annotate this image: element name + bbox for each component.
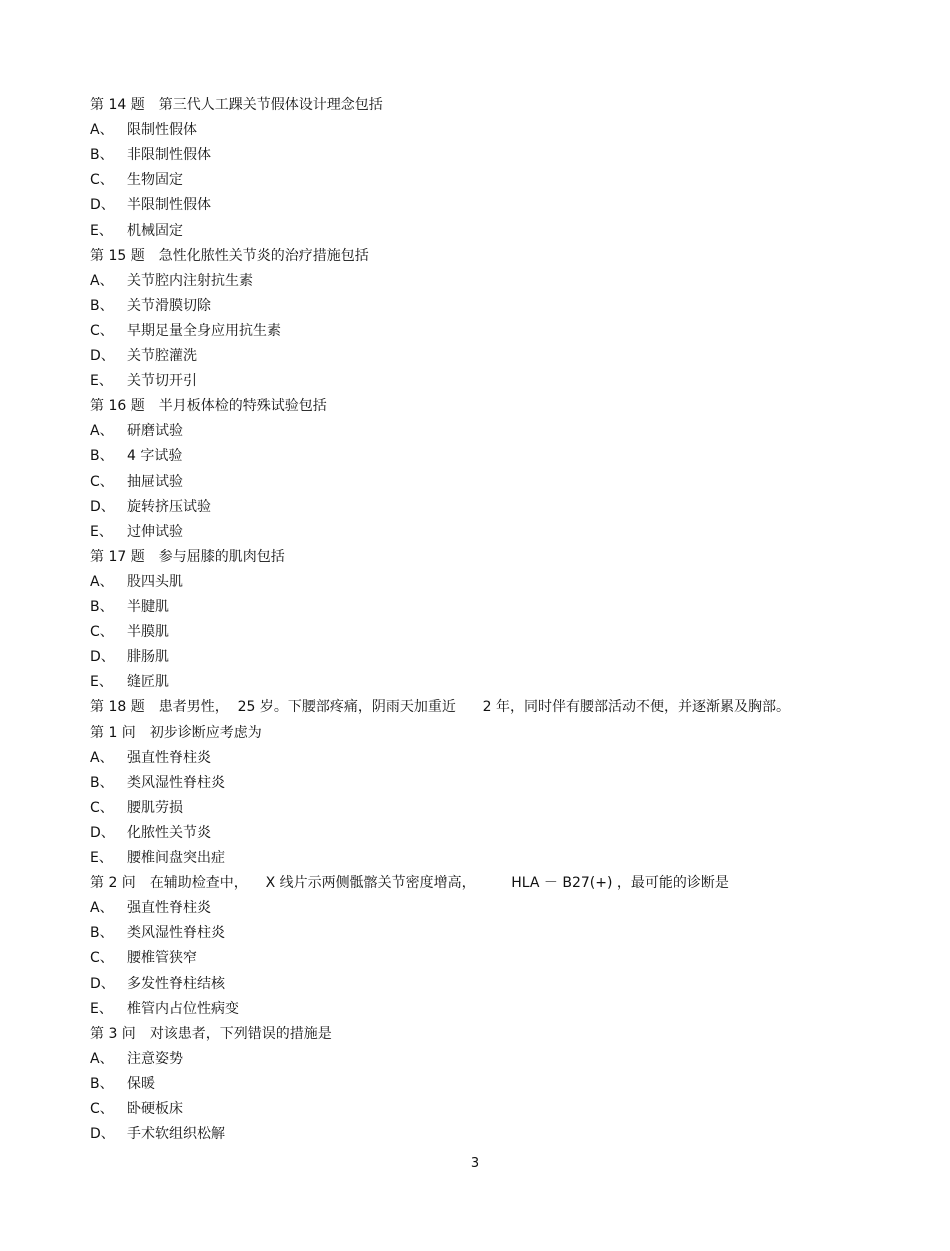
option-text: 手术软组织松解 bbox=[127, 1126, 225, 1143]
question-number: 第 15 题 bbox=[90, 247, 145, 264]
option-line bbox=[90, 473, 183, 491]
option-text: 腰肌劳损 bbox=[127, 799, 183, 816]
option-text: 关节腔内注射抗生素 bbox=[127, 272, 253, 289]
question-text: 患者男性， 25 岁。下腰部疼痛，阴雨天加重近 2 年，同时伴有腰部活动不便，并逐渐累及胸部。 bbox=[158, 699, 790, 716]
option-text: 强直性脊柱炎 bbox=[127, 749, 211, 766]
option-line bbox=[90, 146, 211, 164]
question-number: 第 3 问 bbox=[90, 1025, 136, 1042]
option-line bbox=[90, 1075, 155, 1093]
option-text: 过伸试验 bbox=[127, 523, 183, 540]
option-label: C、 bbox=[90, 1101, 114, 1117]
option-label: E、 bbox=[90, 373, 113, 390]
option-label: D、 bbox=[90, 824, 115, 841]
option-line bbox=[90, 774, 225, 792]
question-text: 急性化脓性关节炎的治疗措施包括 bbox=[158, 247, 369, 264]
question-text: 半月板体检的特殊试验包括 bbox=[158, 398, 327, 415]
option-text: 半腱肌 bbox=[127, 599, 169, 615]
option-label: C、 bbox=[90, 473, 114, 490]
option-text: 关节切开引 bbox=[127, 373, 197, 390]
option-label: E、 bbox=[90, 674, 113, 691]
option-text: 旋转挤压试验 bbox=[127, 498, 211, 515]
option-line bbox=[90, 849, 225, 867]
option-text: 腰椎间盘突出症 bbox=[127, 850, 225, 866]
option-line bbox=[90, 924, 225, 942]
option-text: 关节滑膜切除 bbox=[127, 297, 211, 314]
question-text: 第三代人工踝关节假体设计理念包括 bbox=[158, 97, 383, 113]
option-label: E、 bbox=[90, 523, 113, 540]
option-label: E、 bbox=[90, 850, 113, 866]
option-label: B、 bbox=[90, 448, 114, 465]
option-text: 多发性脊柱结核 bbox=[127, 975, 225, 992]
option-label: D、 bbox=[90, 348, 115, 364]
option-text: 非限制性假体 bbox=[127, 147, 211, 164]
option-line bbox=[90, 949, 197, 967]
option-label: C、 bbox=[90, 322, 114, 339]
option-text: 卧硬板床 bbox=[127, 1101, 183, 1117]
option-label: A、 bbox=[90, 1050, 114, 1067]
question-line bbox=[90, 397, 327, 415]
option-line bbox=[90, 297, 211, 315]
option-line bbox=[90, 1125, 225, 1143]
question-number: 第 2 问 bbox=[90, 875, 136, 892]
question-number: 第 17 题 bbox=[90, 548, 145, 565]
option-line bbox=[90, 372, 197, 390]
option-text: 机械固定 bbox=[127, 222, 183, 239]
option-line bbox=[90, 1100, 183, 1118]
option-line bbox=[90, 598, 169, 616]
question-line bbox=[90, 96, 383, 114]
option-line bbox=[90, 673, 169, 691]
option-text: 类风湿性脊柱炎 bbox=[127, 774, 225, 791]
option-text: 生物固定 bbox=[127, 172, 183, 189]
option-text: 强直性脊柱炎 bbox=[127, 900, 211, 917]
option-text: 股四头肌 bbox=[127, 573, 183, 590]
question-text: 参与屈膝的肌肉包括 bbox=[158, 548, 285, 565]
option-label: A、 bbox=[90, 900, 114, 917]
option-label: D、 bbox=[90, 1126, 115, 1143]
option-line bbox=[90, 975, 225, 993]
option-text: 缝匠肌 bbox=[127, 674, 169, 691]
option-label: C、 bbox=[90, 624, 114, 641]
option-text: 半膜肌 bbox=[127, 624, 169, 641]
option-line bbox=[90, 196, 211, 214]
question-number: 第 16 题 bbox=[90, 398, 145, 415]
option-label: C、 bbox=[90, 172, 114, 189]
option-label: D、 bbox=[90, 197, 115, 214]
option-label: B、 bbox=[90, 147, 114, 164]
option-label: B、 bbox=[90, 1075, 114, 1092]
option-line bbox=[90, 899, 211, 917]
option-text: 研磨试验 bbox=[127, 423, 183, 440]
option-text: 腰椎管狭窄 bbox=[127, 950, 197, 967]
option-line bbox=[90, 573, 183, 591]
option-text: 化脓性关节炎 bbox=[127, 824, 211, 841]
question-line bbox=[90, 724, 262, 742]
option-line bbox=[90, 799, 183, 817]
question-text: 在辅助检查中， X 线片示两侧骶髂关节密度增高， HLA － B27(+) ，最可能的诊断是 bbox=[149, 875, 729, 892]
option-text: 4 字试验 bbox=[127, 448, 183, 465]
question-number: 第 18 题 bbox=[90, 699, 145, 716]
option-line bbox=[90, 824, 211, 842]
option-line bbox=[90, 322, 281, 340]
option-text: 腓肠肌 bbox=[127, 649, 169, 666]
question-line bbox=[90, 698, 790, 716]
question-line bbox=[90, 548, 285, 566]
question-text: 对该患者，下列错误的措施是 bbox=[149, 1025, 332, 1042]
page-number: 3 bbox=[470, 1156, 480, 1171]
option-label: B、 bbox=[90, 925, 114, 942]
option-line bbox=[90, 1000, 239, 1018]
option-text: 注意姿势 bbox=[127, 1050, 183, 1067]
option-label: C、 bbox=[90, 799, 114, 816]
option-line bbox=[90, 347, 197, 365]
option-line bbox=[90, 623, 169, 641]
option-line bbox=[90, 272, 253, 290]
option-label: D、 bbox=[90, 498, 115, 515]
option-label: A、 bbox=[90, 122, 114, 139]
option-line bbox=[90, 171, 183, 189]
option-text: 关节腔灌洗 bbox=[127, 348, 197, 364]
option-line bbox=[90, 523, 183, 541]
option-label: A、 bbox=[90, 423, 114, 440]
option-text: 早期足量全身应用抗生素 bbox=[127, 322, 281, 339]
option-label: E、 bbox=[90, 1000, 113, 1017]
question-number: 第 14 题 bbox=[90, 97, 145, 113]
option-label: C、 bbox=[90, 950, 114, 967]
option-text: 抽屉试验 bbox=[127, 473, 183, 490]
option-line bbox=[90, 749, 211, 767]
option-label: D、 bbox=[90, 649, 115, 666]
option-text: 保暖 bbox=[127, 1075, 155, 1092]
option-label: A、 bbox=[90, 749, 114, 766]
option-text: 类风湿性脊柱炎 bbox=[127, 925, 225, 942]
option-label: A、 bbox=[90, 573, 114, 590]
question-line bbox=[90, 1025, 332, 1043]
option-line bbox=[90, 222, 183, 240]
option-line bbox=[90, 648, 169, 666]
option-label: B、 bbox=[90, 599, 114, 615]
question-line bbox=[90, 247, 369, 265]
question-number: 第 1 问 bbox=[90, 724, 136, 741]
question-text: 初步诊断应考虑为 bbox=[149, 724, 262, 741]
option-line bbox=[90, 1050, 183, 1068]
option-text: 椎管内占位性病变 bbox=[127, 1000, 239, 1017]
option-label: D、 bbox=[90, 975, 115, 992]
option-label: E、 bbox=[90, 222, 113, 239]
option-line bbox=[90, 447, 182, 465]
option-text: 半限制性假体 bbox=[127, 197, 211, 214]
question-line bbox=[90, 874, 729, 892]
option-label: B、 bbox=[90, 297, 114, 314]
option-line bbox=[90, 498, 211, 516]
option-line bbox=[90, 422, 183, 440]
option-line bbox=[90, 121, 197, 139]
option-text: 限制性假体 bbox=[127, 122, 197, 139]
option-label: A、 bbox=[90, 272, 114, 289]
option-label: B、 bbox=[90, 774, 114, 791]
